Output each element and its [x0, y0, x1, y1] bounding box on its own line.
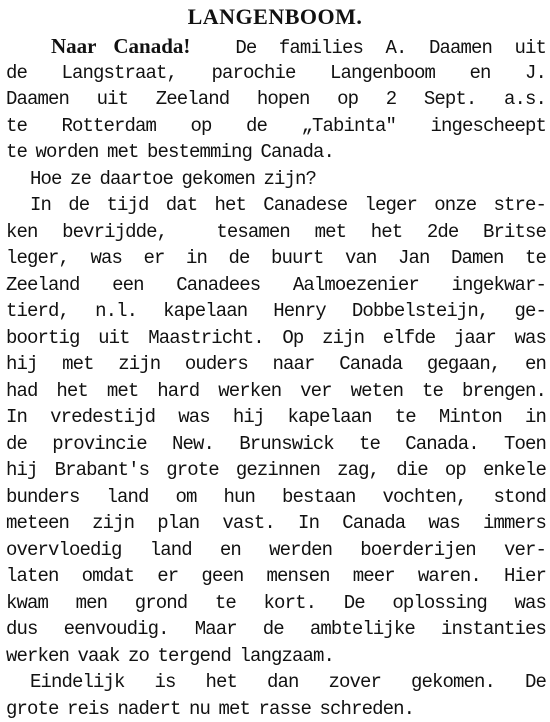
- article-line: kwam men grond te kort. De oplossing was: [6, 590, 546, 617]
- article-line: hij met zijn ouders naar Canada gegaan, en: [6, 351, 546, 378]
- article-line: te Rotterdam op de „Tabinta" ingescheept: [6, 113, 546, 140]
- article-line: tierd, n.l. kapelaan Henry Dobbelsteijn, ge-: [6, 298, 546, 325]
- article-headline: LANGENBOOM.: [0, 4, 550, 30]
- article-line: ken bevrijdde, tesamen met het 2de Britse: [6, 219, 546, 246]
- article-line: laten omdat er geen mensen meer waren. Hier: [6, 563, 546, 590]
- article-line: meteen zijn plan vast. In Canada was immers: [6, 510, 546, 537]
- article-line: Hoe ze daartoe gekomen zijn?: [6, 166, 546, 193]
- article-line: grote reis nadert nu met rasse schreden.: [6, 696, 546, 722]
- article-line: overvloedig land en werden boerderijen ver-: [6, 537, 546, 564]
- article-line: Eindelijk is het dan zover gekomen. De: [6, 669, 546, 696]
- article-line: hij Brabant's grote gezinnen zag, die op enkele: [6, 457, 546, 484]
- article-line: In de tijd dat het Canadese leger onze stre-: [6, 192, 546, 219]
- article-body: [6, 33, 546, 722]
- article-line: In vredestijd was hij kapelaan te Minton in: [6, 404, 546, 431]
- article-line: dus eenvoudig. Maar de ambtelijke instanties: [6, 616, 546, 643]
- article-line: leger, was er in de buurt van Jan Damen te: [6, 245, 546, 272]
- article-line: de Langstraat, parochie Langenboom en J.: [6, 60, 546, 87]
- article-line: de provincie New. Brunswick te Canada. Toen: [6, 431, 546, 458]
- article-line: te worden met bestemming Canada.: [6, 139, 546, 166]
- article-line: Daamen uit Zeeland hopen op 2 Sept. a.s.: [6, 86, 546, 113]
- article-line: boortig uit Maastricht. Op zijn elfde jaar was: [6, 325, 546, 352]
- article-line: werken vaak zo tergend langzaam.: [6, 643, 546, 670]
- article-line: Zeeland een Canadees Aalmoezenier ingekwar-: [6, 272, 546, 299]
- article-line-text: De families A. Daamen uit: [235, 37, 546, 59]
- article-lead: Naar Canada!: [51, 34, 190, 58]
- article-line: had het met hard werken ver weten te brengen.: [6, 378, 546, 405]
- article-line: bunders land om hun bestaan vochten, stond: [6, 484, 546, 511]
- article-line: [6, 33, 546, 60]
